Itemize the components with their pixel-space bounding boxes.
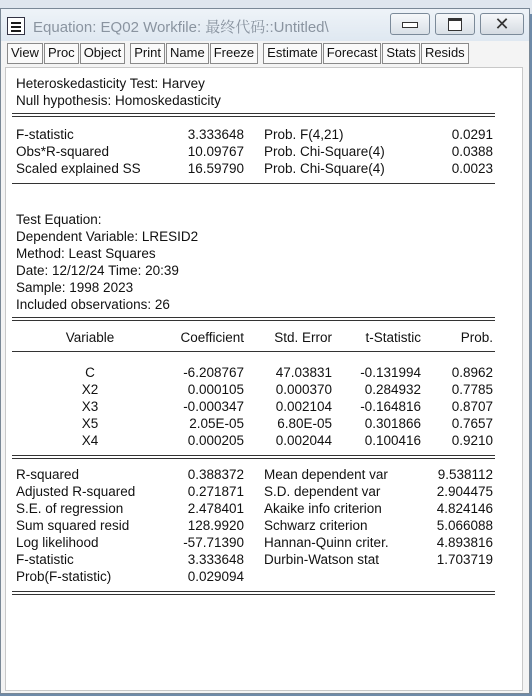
name-button[interactable]: Name — [166, 43, 209, 64]
prob-value: 0.0023 — [451, 161, 493, 176]
object-button[interactable]: Object — [80, 43, 126, 64]
forecast-button[interactable]: Forecast — [323, 43, 382, 64]
summary-label: Durbin-Watson stat — [264, 552, 380, 567]
window-menu-icon[interactable] — [7, 17, 25, 35]
cell-coefficient: 0.000105 — [187, 382, 244, 397]
stat-value: 16.59790 — [187, 161, 244, 176]
col-header-variable: Variable — [65, 330, 115, 345]
print-button[interactable]: Print — [130, 43, 165, 64]
test-equation-heading: Test Equation: — [16, 212, 102, 227]
summary-value: 1.703719 — [436, 552, 493, 567]
summary-label: Adjusted R-squared — [16, 484, 136, 499]
cell-variable: X4 — [81, 433, 99, 448]
cell-variable: X5 — [81, 416, 99, 431]
cell-std-error: 47.03831 — [275, 365, 332, 380]
minimize-icon — [402, 22, 418, 28]
maximize-button[interactable] — [435, 13, 475, 35]
separator-double — [12, 317, 495, 321]
cell-prob: 0.7785 — [451, 382, 493, 397]
stat-label: Obs*R-squared — [16, 144, 110, 159]
cell-t-statistic: 0.100416 — [364, 433, 421, 448]
cell-coefficient: 2.05E-05 — [189, 416, 244, 431]
summary-value: 128.9920 — [187, 518, 244, 533]
separator-double — [12, 591, 495, 595]
summary-label: S.D. dependent var — [264, 484, 381, 499]
col-header-prob: Prob. — [460, 330, 493, 345]
summary-value: 2.904475 — [436, 484, 493, 499]
summary-value: 0.029094 — [187, 569, 244, 584]
cell-prob: 0.8962 — [451, 365, 493, 380]
title-bar[interactable] — [1, 9, 529, 41]
window-title: Equation: EQ02 Workfile: 最终代码::Untitled\ — [33, 19, 329, 36]
cell-prob: 0.9210 — [451, 433, 493, 448]
cell-t-statistic: -0.164816 — [360, 399, 421, 414]
cell-coefficient: -0.000347 — [183, 399, 244, 414]
output-pane[interactable] — [5, 67, 523, 691]
summary-value: 5.066088 — [436, 518, 493, 533]
cell-std-error: 0.002104 — [275, 399, 332, 414]
summary-label: F-statistic — [16, 552, 74, 567]
cell-variable: X2 — [81, 382, 99, 397]
summary-value: 4.824146 — [436, 501, 493, 516]
summary-value: 2.478401 — [187, 501, 244, 516]
summary-value: 9.538112 — [437, 467, 493, 482]
prob-value: 0.0388 — [451, 144, 493, 159]
close-icon: ✕ — [494, 14, 510, 34]
summary-label: Sum squared resid — [16, 518, 130, 533]
date-time: Date: 12/12/24 Time: 20:39 — [16, 263, 179, 278]
col-header-t-statistic: t-Statistic — [365, 330, 421, 345]
summary-label: R-squared — [16, 467, 80, 482]
summary-value: 0.271871 — [187, 484, 244, 499]
col-header-std-error: Std. Error — [274, 330, 332, 345]
stat-value: 3.333648 — [187, 127, 244, 142]
proc-button[interactable]: Proc — [44, 43, 79, 64]
stat-value: 10.09767 — [187, 144, 244, 159]
summary-label: Hannan-Quinn criter. — [264, 535, 389, 550]
prob-label: Prob. Chi-Square(4) — [264, 161, 385, 176]
prob-label: Prob. F(4,21) — [264, 127, 344, 142]
summary-label: Akaike info criterion — [264, 501, 382, 516]
sample-range: Sample: 1998 2023 — [16, 280, 134, 295]
summary-label: Log likelihood — [16, 535, 99, 550]
summary-label: Mean dependent var — [264, 467, 388, 482]
cell-prob: 0.7657 — [451, 416, 493, 431]
separator-double — [12, 455, 495, 459]
separator-single — [12, 351, 495, 352]
prob-value: 0.0291 — [451, 127, 493, 142]
dependent-variable: Dependent Variable: LRESID2 — [16, 229, 199, 244]
cell-std-error: 0.000370 — [275, 382, 332, 397]
cell-prob: 0.8707 — [451, 399, 493, 414]
freeze-button[interactable]: Freeze — [210, 43, 258, 64]
included-observations: Included observations: 26 — [16, 297, 170, 312]
summary-value: 4.893816 — [436, 535, 493, 550]
cell-variable: X3 — [81, 399, 99, 414]
null-hypothesis: Null hypothesis: Homoskedasticity — [16, 93, 221, 108]
equation-window — [0, 8, 530, 694]
summary-label: Prob(F-statistic) — [16, 569, 112, 584]
cell-t-statistic: 0.284932 — [364, 382, 421, 397]
cell-std-error: 0.002044 — [275, 433, 332, 448]
cell-coefficient: -6.208767 — [183, 365, 244, 380]
resids-button[interactable]: Resids — [421, 43, 469, 64]
cell-t-statistic: 0.301866 — [364, 416, 421, 431]
stats-button[interactable]: Stats — [382, 43, 420, 64]
estimate-button[interactable]: Estimate — [263, 43, 322, 64]
prob-label: Prob. Chi-Square(4) — [264, 144, 385, 159]
summary-value: 0.388372 — [187, 467, 244, 482]
col-header-coefficient: Coefficient — [180, 330, 244, 345]
cell-std-error: 6.80E-05 — [277, 416, 332, 431]
stat-label: Scaled explained SS — [16, 161, 141, 176]
summary-label: S.E. of regression — [16, 501, 124, 516]
summary-label: Schwarz criterion — [264, 518, 368, 533]
cell-coefficient: 0.000205 — [187, 433, 244, 448]
close-button[interactable] — [480, 13, 524, 35]
test-name: Heteroskedasticity Test: Harvey — [16, 76, 205, 91]
cell-variable: C — [85, 365, 95, 380]
maximize-icon — [448, 18, 462, 31]
minimize-button[interactable] — [390, 13, 430, 35]
cell-t-statistic: -0.131994 — [360, 365, 421, 380]
view-button[interactable]: View — [7, 43, 43, 64]
summary-value: 3.333648 — [187, 552, 244, 567]
stat-label: F-statistic — [16, 127, 74, 142]
method: Method: Least Squares — [16, 246, 156, 261]
summary-value: -57.71390 — [183, 535, 244, 550]
separator-double — [12, 113, 495, 117]
toolbar — [7, 43, 470, 64]
separator-single — [12, 183, 495, 184]
